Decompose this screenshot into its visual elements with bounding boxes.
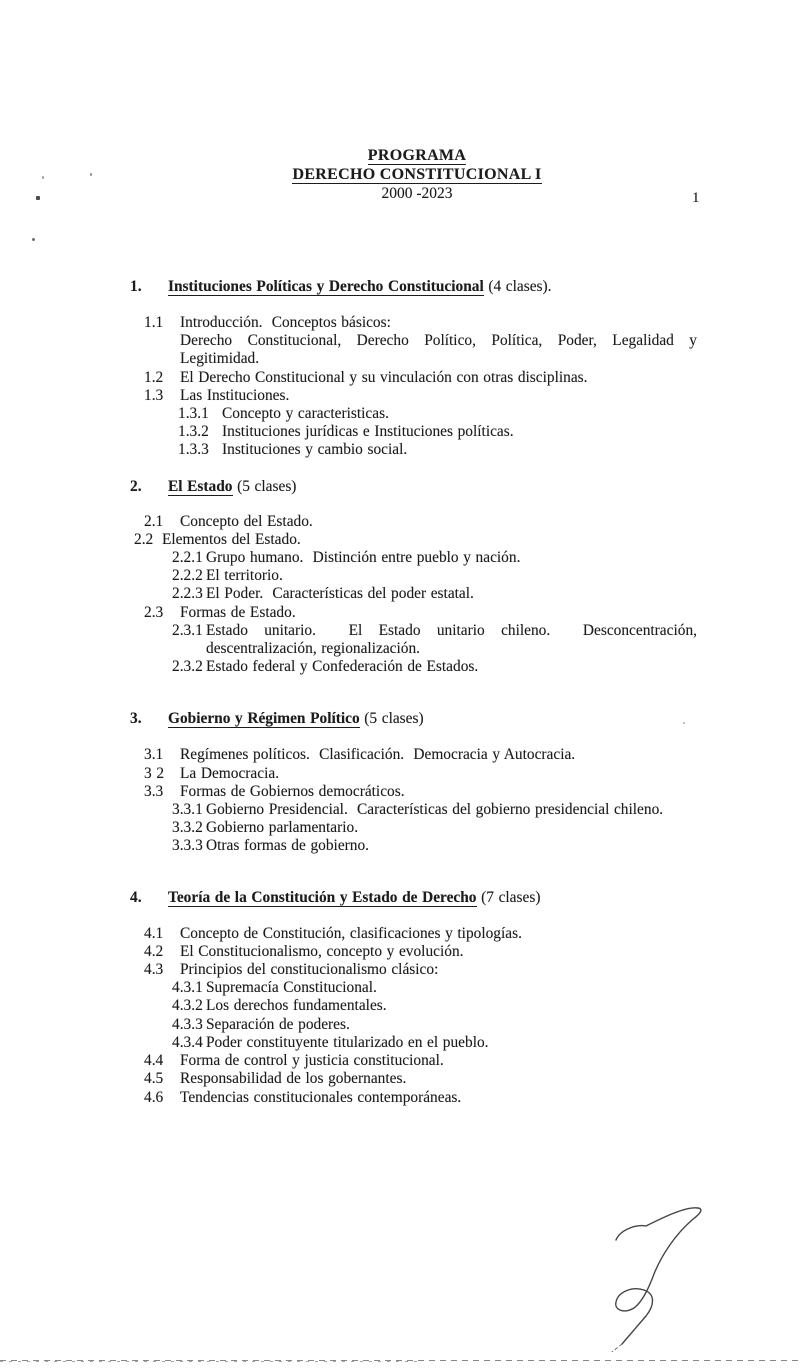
item-number: 4.3.3 <box>172 1015 203 1033</box>
section-number: 2. <box>130 477 142 495</box>
item-continuation: Derecho Constitucional, Derecho Político, Política, Poder, Legalidad y Legitimidad. <box>180 332 697 368</box>
item-number: 2.3.2 <box>172 658 203 676</box>
item-text: Forma de control y justicia constitucional. <box>180 1052 444 1070</box>
item-text: La Democracia. <box>180 764 280 782</box>
section-title: Instituciones Políticas y Derecho Constitucional <box>168 278 484 295</box>
list-item <box>130 585 697 603</box>
item-number: 4.6 <box>144 1088 164 1106</box>
item-number: 1.3 <box>144 386 164 404</box>
section-heading <box>130 477 697 496</box>
item-text: Otras formas de gobierno. <box>206 837 370 855</box>
list-item <box>130 622 697 658</box>
item-number: 2.2.1 <box>172 549 203 567</box>
list-item <box>130 961 697 979</box>
section-number: 3. <box>130 710 142 728</box>
item-number: 4.3.1 <box>172 979 203 997</box>
item-text: Responsabilidad de los gobernantes. <box>180 1070 407 1088</box>
item-number: 4.3.2 <box>172 997 203 1015</box>
list-item <box>130 1052 697 1070</box>
item-number: 2.2.3 <box>172 585 203 603</box>
item-number: 2.3 <box>144 603 164 621</box>
list-item <box>130 604 697 622</box>
section-heading <box>130 277 697 296</box>
item-text: Estado federal y Confederación de Estados. <box>206 658 479 676</box>
section-title: El Estado <box>168 477 233 495</box>
list-item <box>130 1034 697 1052</box>
item-text: Regímenes políticos. Clasificación. Democracia y Autocracia. <box>180 746 576 764</box>
item-number: 1.3.1 <box>178 405 209 423</box>
page-edge-dashed-line-dense <box>0 1361 420 1362</box>
section-4 <box>130 888 697 1107</box>
section-suffix: (5 clases) <box>232 477 297 495</box>
list-item <box>130 997 697 1015</box>
item-text: Las Instituciones. <box>180 386 290 404</box>
item-text: Estado unitario. El Estado unitario chileno. Desconcentración, descentralización, regionalización. <box>206 621 697 658</box>
item-text: Formas de Estado. <box>180 603 296 621</box>
section-2 <box>130 477 697 677</box>
section-1 <box>130 277 697 460</box>
document-title <box>17 146 800 203</box>
list-item <box>130 314 697 369</box>
item-text: Tendencias constitucionales contemporáneas. <box>180 1088 462 1106</box>
item-text: Principios del constitucionalismo clásico: <box>180 961 439 979</box>
item-text: Instituciones y cambio social. <box>222 441 408 459</box>
item-number: 1.3.3 <box>178 441 209 459</box>
item-number: 3.3.1 <box>172 801 203 819</box>
item-number: 4.3 <box>144 961 164 979</box>
item-text: Instituciones jurídicas e Instituciones políticas. <box>222 423 514 441</box>
section-heading <box>130 888 697 907</box>
scan-speck <box>683 722 685 724</box>
item-number: 1.1 <box>144 314 164 331</box>
item-text: El Derecho Constitucional y su vinculación con otras disciplinas. <box>180 368 588 386</box>
item-number: 4.1 <box>144 924 164 942</box>
list-item <box>130 765 697 783</box>
list-item <box>130 441 697 459</box>
title-line-years: 2000 -2023 <box>381 185 453 202</box>
item-text: El territorio. <box>206 567 283 585</box>
list-item <box>130 801 697 819</box>
section-suffix: (5 clases) <box>359 710 424 728</box>
item-text: El Constitucionalismo, concepto y evolución. <box>180 942 464 960</box>
document-body <box>130 277 697 1107</box>
item-number: 3.3.2 <box>172 819 203 837</box>
item-text: Los derechos fundamentales. <box>206 997 387 1015</box>
item-text: Concepto de Constitución, clasificaciones y tipologías. <box>180 924 522 942</box>
list-item <box>130 837 697 855</box>
list-item <box>130 405 697 423</box>
section-title: Teoría de la Constitución y Estado de Derecho <box>168 888 477 906</box>
handwritten-signature-flourish <box>592 1202 722 1352</box>
item-number: 4.2 <box>144 942 164 960</box>
list-item <box>130 658 697 676</box>
item-text: Gobierno Presidencial. Características del gobierno presidencial chileno. <box>206 801 664 819</box>
list-item <box>130 1016 697 1034</box>
scan-speck <box>32 238 35 241</box>
section-number: 1. <box>130 278 142 295</box>
section-items <box>130 314 697 460</box>
item-number: 3.3.3 <box>172 837 203 855</box>
item-number: 2.1 <box>144 512 164 530</box>
item-number: 4.5 <box>144 1070 164 1088</box>
item-number: 4.4 <box>144 1052 164 1070</box>
list-item <box>130 746 697 764</box>
section-items <box>130 925 697 1107</box>
item-number: 2.3.1 <box>172 621 203 639</box>
item-text: Grupo humano. Distinción entre pueblo y nación. <box>206 549 521 567</box>
list-item <box>130 925 697 943</box>
list-item <box>130 369 697 387</box>
section-3 <box>130 709 697 855</box>
list-item <box>130 387 697 405</box>
list-item <box>130 783 697 801</box>
list-item <box>130 1070 697 1088</box>
item-line: Introducción. Conceptos básicos: <box>180 314 391 331</box>
item-text: Elementos del Estado. <box>162 530 301 548</box>
page-number: 1 <box>692 190 700 206</box>
item-text: Formas de Gobiernos democráticos. <box>180 782 405 800</box>
item-text: El Poder. Características del poder estatal. <box>206 585 474 603</box>
title-line-programa: PROGRAMA <box>367 147 467 164</box>
section-items <box>130 513 697 677</box>
section-suffix: (7 clases) <box>476 888 541 906</box>
item-text: Supremacía Constitucional. <box>206 979 377 997</box>
section-number: 4. <box>130 888 142 906</box>
list-item <box>130 531 697 549</box>
list-item <box>130 549 697 567</box>
item-number: 1.3.2 <box>178 423 209 441</box>
item-number: 2.2 <box>134 530 154 548</box>
item-number: 2.2.2 <box>172 567 203 585</box>
item-text: Concepto y caracteristicas. <box>222 405 389 423</box>
item-number: 1.2 <box>144 368 164 386</box>
item-number: 3.1 <box>144 746 164 764</box>
item-number: 3 2 <box>144 764 165 782</box>
item-number: 3.3 <box>144 782 164 800</box>
list-item <box>130 513 697 531</box>
list-item <box>130 979 697 997</box>
item-text <box>180 314 697 369</box>
title-line-course: DERECHO CONSTITUCIONAL I <box>292 166 542 183</box>
section-title: Gobierno y Régimen Político <box>168 710 360 728</box>
section-suffix: (4 clases). <box>483 278 552 295</box>
list-item <box>130 943 697 961</box>
item-number: 4.3.4 <box>172 1033 203 1051</box>
section-items <box>130 746 697 855</box>
item-text: Concepto del Estado. <box>180 512 313 530</box>
list-item <box>130 423 697 441</box>
list-item <box>130 1089 697 1107</box>
item-text: Poder constituyente titularizado en el pueblo. <box>206 1033 489 1051</box>
item-text: Separación de poderes. <box>206 1015 350 1033</box>
list-item <box>130 819 697 837</box>
item-text: Gobierno parlamentario. <box>206 819 359 837</box>
section-heading <box>130 709 697 728</box>
list-item <box>130 567 697 585</box>
